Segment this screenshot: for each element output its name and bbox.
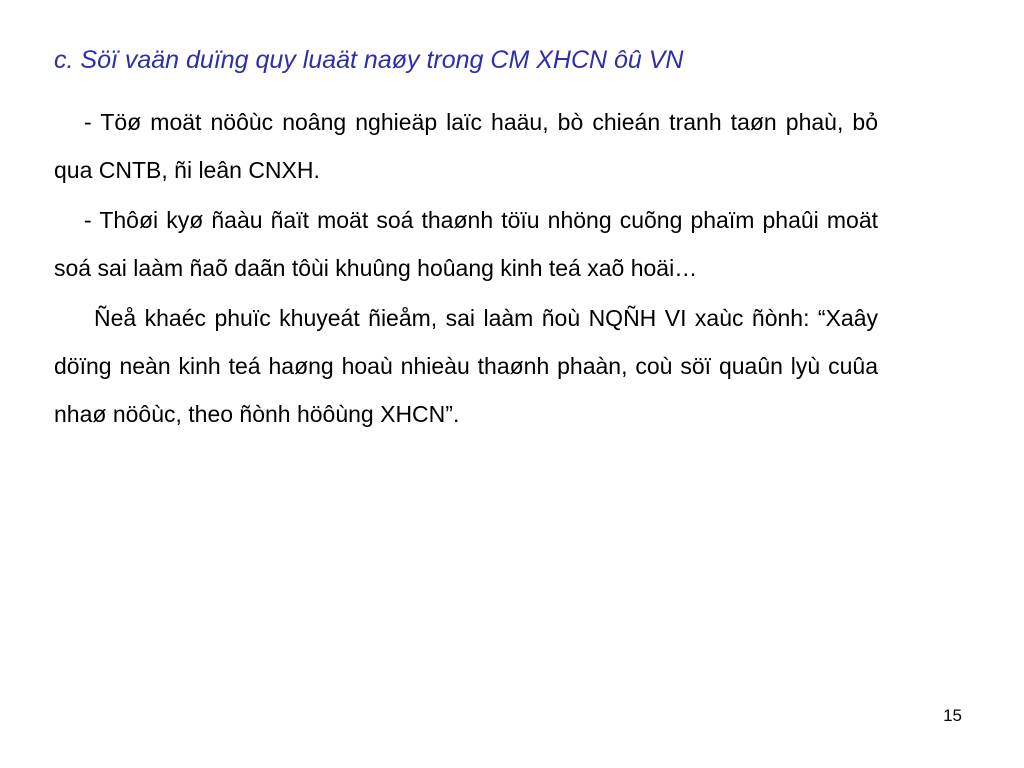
slide-heading: c. Söï vaän duïng quy luaät naøy trong CM XHCN ôû VN [54, 46, 684, 74]
paragraph-3: Ñeå khaéc phuïc khuyeát ñieåm, sai laàm ñoù NQÑH VI xaùc ñònh: “Xaây döïng neàn kinh teá haøng hoaù nhieàu thaønh phaàn, coù söï quaûn lyù cuûa nhaø nöôùc, theo ñònh höôùng XHCN”. [54, 305, 878, 427]
paragraph-1: - Töø moät nöôùc noâng nghieäp laïc haäu, bò chieán tranh taøn phaù, bỏ qua CNTB, ñi leân CNXH. [54, 109, 878, 183]
slide-number: 15 [943, 706, 962, 725]
slide-body [54, 98, 878, 440]
paragraph-2: - Thôøi kyø ñaàu ñaït moät soá thaønh töïu nhöng cuõng phaïm phaûi moät soá sai laàm ñaõ daãn tôùi khuûng hoûang kinh teá xaõ hoäi… [54, 207, 878, 281]
